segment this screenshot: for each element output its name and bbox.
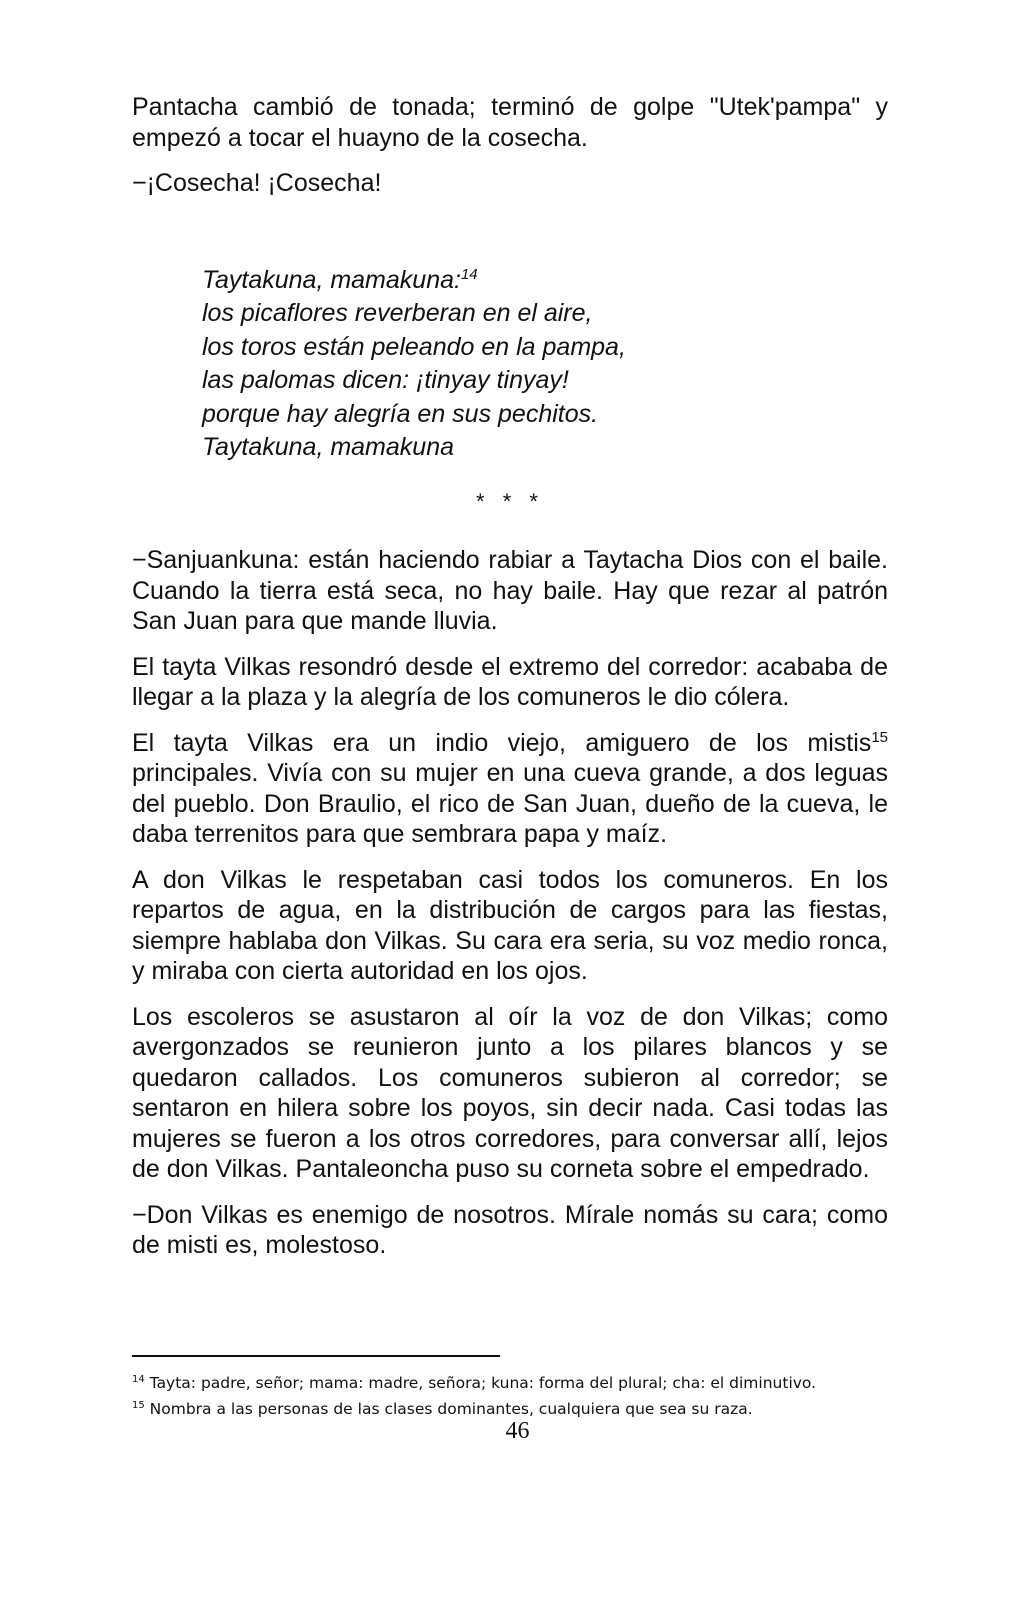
footnote-text: Tayta: padre, señor; mama: madre, señora; kuna: forma del plural; cha: el diminutivo. [144, 1374, 817, 1392]
page-number: 46 [505, 1418, 530, 1444]
poem-line-2: los picaflores reverberan en el aire, [202, 299, 593, 327]
poem-line-4: las palomas dicen: ¡tinyay tinyay! [202, 366, 569, 394]
page-body [132, 92, 888, 1276]
paragraph-1: Pantacha cambió de tonada; terminó de golpe "Utek'pampa" y empezó a tocar el huayno de la cosecha. [132, 93, 888, 152]
poem-line-1 [202, 264, 888, 298]
paragraph-5-part-a: El tayta Vilkas era un indio viejo, amiguero de los mistis [132, 728, 872, 757]
footnote-14 [132, 1370, 912, 1396]
paragraph-8: −Don Vilkas es enemigo de nosotros. Mírale nomás su cara; como de misti es, molestoso. [132, 1200, 888, 1259]
poem-line-6: Taytakuna, mamakuna [202, 433, 455, 461]
paragraph-5 [132, 728, 888, 850]
footnote-number: 15 [132, 1400, 145, 1411]
footnote-divider [132, 1355, 500, 1357]
paragraph-2: −¡Cosecha! ¡Cosecha! [132, 169, 382, 197]
paragraph-7: Los escoleros se asustaron al oír la voz de don Vilkas; como avergonzados se reunieron junto a los pilares blancos y se quedaron callados. Los comuneros subieron al corredor; se sentaron en hilera sobre los poyos, sin decir nada. Casi todas las mujeres se fueron a los otros corredores, para conversar allí, lejos de don Vilkas. Pantaleoncha puso su corneta sobre el empedrado. [132, 1002, 888, 1183]
paragraph-6: A don Vilkas le respetaban casi todos los comuneros. En los repartos de agua, en la distribución de cargos para las fiestas, siempre hablaba don Vilkas. Su cara era seria, su voz medio ronca, y miraba con cierta autoridad en los ojos. [132, 865, 888, 985]
poem-line-3: los toros están peleando en la pampa, [202, 332, 626, 361]
footnote-text: Nombra a las personas de las clases dominantes, cualquiera que sea su raza. [144, 1400, 753, 1418]
paragraph-4: El tayta Vilkas resondró desde el extremo del corredor: acababa de llegar a la plaza y la alegría de los comuneros le dio cólera. [132, 652, 888, 711]
footnote-number: 14 [132, 1374, 145, 1385]
footnotes [132, 1370, 912, 1422]
paragraph-3: −Sanjuankuna: están haciendo rabiar a Taytacha Dios con el baile. Cuando la tierra está seca, no hay baile. Hay que rezar al patrón San Juan para que mande lluvia. [132, 546, 888, 635]
footnote-ref-15: 15 [871, 728, 888, 746]
poem [202, 264, 888, 465]
poem-line-1-text: Taytakuna, mamakuna: [202, 265, 461, 294]
footnote-ref-14: 14 [460, 265, 478, 283]
poem-line-5: porque hay alegría en sus pechitos. [202, 399, 599, 428]
section-separator: * * * [476, 488, 544, 514]
paragraph-5-part-b: principales. Vivía con su mujer en una cueva grande, a dos leguas del pueblo. Don Braulio, el rico de San Juan, dueño de la cueva, le daba terrenitos para que sembrara papa y maíz. [132, 759, 888, 848]
